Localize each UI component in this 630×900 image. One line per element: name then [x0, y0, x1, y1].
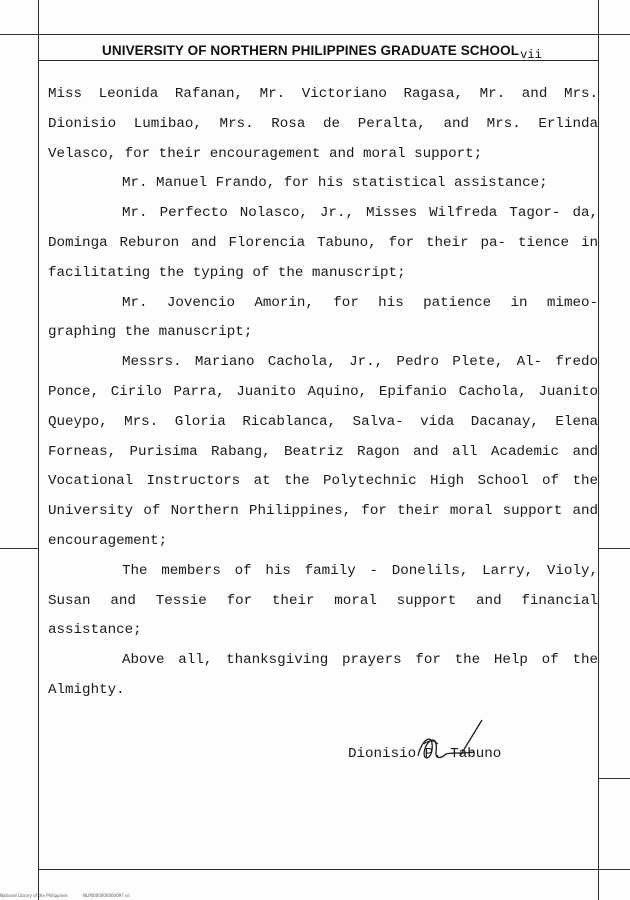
footer-code: NLP0000000000097 vii — [83, 893, 130, 898]
signature-block — [348, 742, 548, 778]
acknowledgment-paragraph: Mr. Perfecto Nolasco, Jr., Misses Wilfreda Tagor- da, Dominga Reburon and Florencia Tabuno, for their pa- tience in facilitating the typing of the manuscript; — [48, 205, 598, 281]
acknowledgment-paragraph: The members of his family - Donelils, Larry, Violy, Susan and Tessie for their moral support and financial assistance; — [48, 562, 598, 639]
left-margin-rule — [38, 0, 39, 900]
right-edge-mark — [598, 778, 630, 779]
acknowledgment-paragraph: Messrs. Mariano Cachola, Jr., Pedro Plete, Al- fredo Ponce, Cirilo Parra, Juanito Aquino, Epifanio Cachola, Juanito Queypo, Mrs. Gloria Ricablanca, Salva- vida Dacanay, Elena Forneas, Purisima Rabang, Beatriz Ragon and all Academic and Vocational Instructors at the Polytechnic High School of the University of Northern Philippines, for their moral support and encouragement; — [48, 354, 598, 549]
scan-footer — [0, 893, 300, 900]
signatory-name: Dionisio P. Tabuno — [348, 746, 502, 762]
right-edge-mark — [598, 869, 630, 870]
acknowledgment-paragraph: Mr. Manuel Frando, for his statistical assistance; — [122, 175, 548, 192]
header-title: UNIVERSITY OF NORTHERN PHILIPPINES GRADUATE SCHOOL — [102, 43, 520, 58]
acknowledgment-paragraph: Above all, thanksgiving prayers for the Help of the Almighty. — [48, 652, 598, 698]
footer-source: National Library of the Philippines — [0, 893, 68, 898]
document-header — [46, 36, 598, 62]
page-number: vii — [520, 48, 542, 62]
footer-rule — [38, 869, 599, 870]
acknowledgment-body — [48, 80, 598, 706]
header-top-rule — [38, 34, 599, 35]
right-edge-mark — [598, 548, 630, 549]
right-edge-mark — [598, 34, 630, 35]
left-edge-mark — [0, 34, 38, 35]
acknowledgment-paragraph: Miss Leonida Rafanan, Mr. Victoriano Ragasa, Mr. and Mrs. Dionisio Lumibao, Mrs. Rosa de Peralta, and Mrs. Erlinda Velasco, for their encouragement and moral support; — [48, 86, 598, 162]
right-margin-rule — [598, 0, 599, 900]
acknowledgment-paragraph: Mr. Jovencio Amorin, for his patience in mimeo- graphing the manuscript; — [48, 294, 598, 341]
header-bottom-rule — [38, 60, 599, 61]
left-edge-mark — [0, 548, 38, 549]
